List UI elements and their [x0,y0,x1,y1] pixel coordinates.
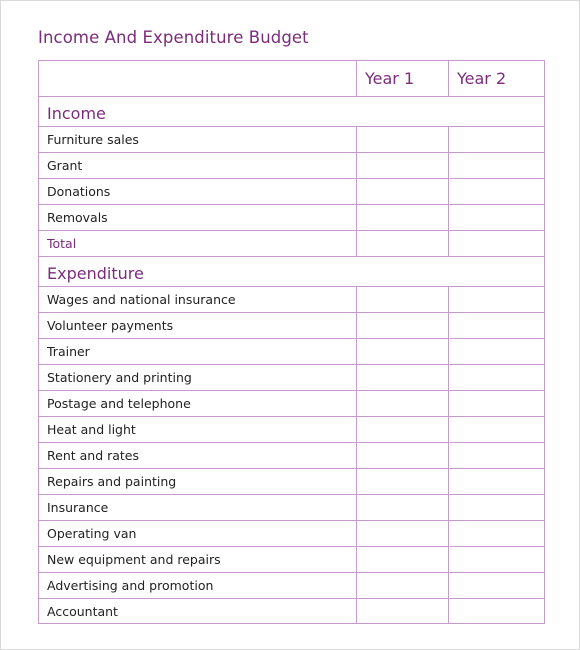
year-2-cell[interactable] [449,153,545,179]
year-2-cell[interactable] [449,417,545,443]
row-label: Accountant [39,599,357,624]
year-2-cell[interactable] [449,547,545,573]
row-label: Furniture sales [39,127,357,153]
year-2-cell[interactable] [449,231,545,257]
year-1-cell[interactable] [357,313,449,339]
row-label: Stationery and printing [39,365,357,391]
row-label: Rent and rates [39,443,357,469]
row-label-total: Total [39,231,357,257]
header-blank-cell [39,61,357,97]
row-label: Insurance [39,495,357,521]
section-heading-income: Income [39,97,545,127]
year-2-cell[interactable] [449,287,545,313]
row-label: Heat and light [39,417,357,443]
year-2-cell[interactable] [449,391,545,417]
year-2-cell[interactable] [449,179,545,205]
year-2-cell[interactable] [449,313,545,339]
year-1-cell[interactable] [357,179,449,205]
column-header-year-2: Year 2 [449,61,545,97]
table-row [39,417,545,443]
page-title: Income And Expenditure Budget [38,28,309,47]
year-1-cell[interactable] [357,495,449,521]
year-2-cell[interactable] [449,443,545,469]
table-row [39,521,545,547]
table-row [39,287,545,313]
table-row [39,599,545,624]
year-2-cell[interactable] [449,599,545,624]
year-1-cell[interactable] [357,153,449,179]
year-1-cell[interactable] [357,599,449,624]
row-label: Trainer [39,339,357,365]
row-label: Donations [39,179,357,205]
year-2-cell[interactable] [449,127,545,153]
row-label: Operating van [39,521,357,547]
row-label: Grant [39,153,357,179]
year-1-cell[interactable] [357,339,449,365]
year-1-cell[interactable] [357,521,449,547]
column-header-year-1: Year 1 [357,61,449,97]
row-label: New equipment and repairs [39,547,357,573]
year-2-cell[interactable] [449,205,545,231]
year-1-cell[interactable] [357,443,449,469]
table-row [39,127,545,153]
year-1-cell[interactable] [357,417,449,443]
table-row [39,365,545,391]
year-2-cell[interactable] [449,495,545,521]
year-1-cell[interactable] [357,547,449,573]
table-row [39,443,545,469]
row-label: Wages and national insurance [39,287,357,313]
table-row [39,313,545,339]
table-row [39,547,545,573]
year-1-cell[interactable] [357,231,449,257]
section-row-expenditure [39,257,545,287]
year-1-cell[interactable] [357,205,449,231]
table-row [39,495,545,521]
table-row [39,153,545,179]
row-label: Postage and telephone [39,391,357,417]
table-row [39,205,545,231]
budget-table [38,60,545,624]
table-row [39,339,545,365]
year-2-cell[interactable] [449,573,545,599]
year-1-cell[interactable] [357,391,449,417]
row-label: Volunteer payments [39,313,357,339]
year-1-cell[interactable] [357,469,449,495]
year-2-cell[interactable] [449,339,545,365]
year-2-cell[interactable] [449,469,545,495]
row-label: Advertising and promotion [39,573,357,599]
year-1-cell[interactable] [357,287,449,313]
row-label: Repairs and painting [39,469,357,495]
table-row [39,391,545,417]
year-1-cell[interactable] [357,365,449,391]
table-row [39,573,545,599]
section-heading-expenditure: Expenditure [39,257,545,287]
year-2-cell[interactable] [449,521,545,547]
table-row [39,179,545,205]
year-1-cell[interactable] [357,127,449,153]
header-row [39,61,545,97]
table-row [39,469,545,495]
section-row-income [39,97,545,127]
year-1-cell[interactable] [357,573,449,599]
year-2-cell[interactable] [449,365,545,391]
table-row-income-total [39,231,545,257]
row-label: Removals [39,205,357,231]
